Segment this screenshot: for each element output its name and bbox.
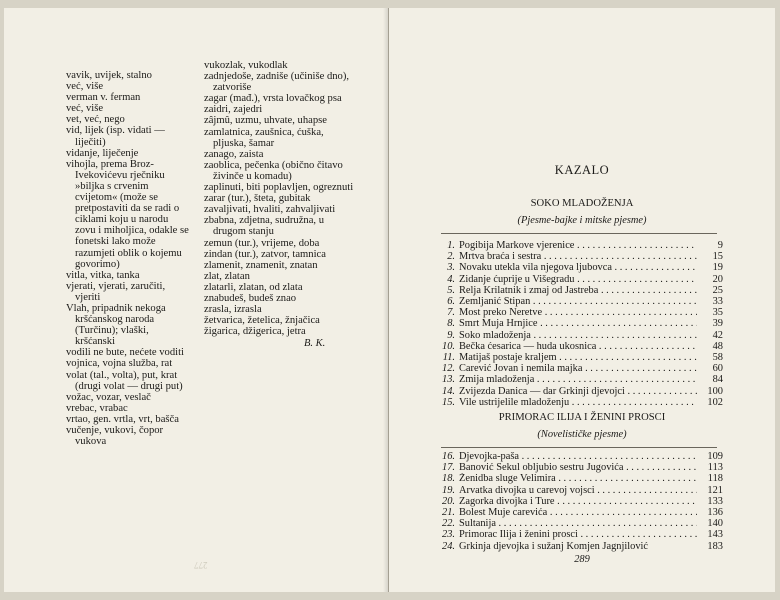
toc-entry-title: Ženidba sluge Velimira . . . bbox=[455, 473, 697, 484]
glossary-entry: vrtao, gen. vrtla, vrt, bašča bbox=[66, 413, 179, 425]
section-1-toc bbox=[441, 240, 723, 408]
glossary-entry: vidanje, liječenje bbox=[66, 147, 139, 159]
toc-entry[interactable] bbox=[441, 330, 723, 341]
glossary-entry: vučenje, vukovi, čopor vukova bbox=[66, 425, 164, 448]
glossary-entry: zrasla, izrasla bbox=[204, 304, 262, 316]
toc-entry-title: Bolest Muje carevića . . . bbox=[455, 507, 697, 518]
toc-entry-number: 10. bbox=[442, 340, 455, 352]
toc-entry[interactable] bbox=[441, 496, 723, 507]
toc-entry-page: 58 bbox=[712, 352, 723, 364]
glossary-entry: zbabna, zdjetna, sudružna, u drugom stanju bbox=[204, 215, 325, 238]
glossary-entry: zanago, zaista bbox=[204, 148, 264, 160]
toc-entry[interactable] bbox=[441, 318, 723, 329]
toc-entry-title: Mrtva braća i sestra . . . bbox=[455, 251, 697, 262]
section-2-title: PRIMORAC ILIJA I ŽENINI PROSCI bbox=[498, 412, 666, 423]
toc-entry-number: 13. bbox=[442, 374, 455, 386]
glossary-entry: zlat, zlatan bbox=[204, 270, 250, 282]
toc-entry-title: Vile ustrijelile mladoženju . . . bbox=[455, 397, 697, 408]
toc-entry-number: 8. bbox=[447, 318, 455, 330]
glossary-entry: vid, lijek (isp. vidati — liječiti) bbox=[66, 125, 165, 148]
glossary-entry: zaoblica, pečenka (obično čitavo živinče u komadu) bbox=[204, 159, 343, 182]
toc-entry-number: 18. bbox=[442, 473, 455, 485]
glossary-entry: verman v. ferman bbox=[66, 92, 141, 104]
glossary-entry: već, više bbox=[66, 81, 104, 93]
section-1-subtitle: (Pjesme-bajke i mitske pjesme) bbox=[517, 215, 647, 226]
glossary-entry: vitla, vitka, tanka bbox=[66, 269, 140, 281]
toc-entry[interactable] bbox=[441, 274, 723, 285]
glossary-entry: volat (tal., volta), put, krat (drugi volat — drugi put) bbox=[66, 369, 183, 392]
toc-entry[interactable] bbox=[441, 296, 723, 307]
toc-entry-page: 60 bbox=[712, 363, 723, 375]
toc-entry-number: 17. bbox=[442, 462, 455, 474]
toc-entry-page: 136 bbox=[707, 507, 723, 519]
right-page bbox=[389, 8, 775, 592]
toc-entry-number: 23. bbox=[442, 529, 455, 541]
glossary-entry: vet, već, nego bbox=[66, 114, 125, 126]
toc-entry-title: Zidanje ćuprije u Višegradu . . . bbox=[455, 274, 697, 285]
toc-entry-number: 4. bbox=[447, 273, 455, 285]
toc-entry-number: 19. bbox=[442, 484, 455, 496]
section-1-rule bbox=[441, 233, 717, 234]
toc-entry-number: 20. bbox=[442, 495, 455, 507]
toc-entry-title: Zmija mladoženja . . . bbox=[455, 374, 697, 385]
toc-entry-page: 39 bbox=[712, 318, 723, 330]
toc-entry[interactable] bbox=[441, 363, 723, 374]
glossary-entry: vavik, uvijek, stalno bbox=[66, 70, 152, 81]
toc-entry[interactable] bbox=[441, 397, 723, 408]
toc-entry-page: 183 bbox=[707, 540, 723, 552]
toc-entry-page: 113 bbox=[707, 462, 723, 474]
toc-entry[interactable] bbox=[441, 462, 723, 473]
toc-entry-title: Soko mladoženja . . . bbox=[455, 330, 697, 341]
toc-entry-page: 15 bbox=[712, 251, 723, 263]
page-number: 289 bbox=[574, 554, 590, 565]
glossary-entry: zlamenit, znamenit, znatan bbox=[204, 259, 318, 271]
toc-entry[interactable] bbox=[441, 262, 723, 273]
toc-entry[interactable] bbox=[441, 251, 723, 262]
toc-entry-page: 48 bbox=[712, 340, 723, 352]
toc-entry-title: Novaku utekla vila njegova ljubovca . . . bbox=[455, 262, 697, 273]
toc-entry-number: 1. bbox=[447, 240, 455, 251]
toc-entry-number: 12. bbox=[442, 363, 455, 375]
toc-entry-title: Zvijezda Danica — dar Grkinji djevojci . . . bbox=[455, 386, 697, 397]
glossary-entry: zamlatnica, zaušnica, ćuška, pljuska, šamar bbox=[204, 126, 324, 149]
toc-entry-page: 133 bbox=[707, 495, 723, 507]
toc-entry-number: 5. bbox=[447, 284, 455, 296]
glossary-entry: zarar (tur.), šteta, gubitak bbox=[204, 193, 311, 205]
toc-entry-page: 118 bbox=[707, 473, 723, 485]
toc-entry-number: 9. bbox=[447, 329, 455, 341]
glossary-entry: zavaljivati, hvaliti, zahvaljivati bbox=[204, 204, 336, 216]
toc-entry-title: Smrt Muja Hrnjice . . . bbox=[455, 318, 697, 329]
toc-entry-number: 15. bbox=[442, 396, 455, 408]
glossary-entry: zindan (tur.), zatvor, tamnica bbox=[204, 248, 326, 260]
section-2-toc bbox=[441, 451, 723, 552]
toc-entry-title: Zagorka divojka i Ture . . . bbox=[455, 496, 697, 507]
toc-entry-page: 25 bbox=[712, 284, 723, 296]
toc-entry-number: 22. bbox=[442, 518, 455, 530]
toc-entry-page: 20 bbox=[712, 273, 723, 285]
glossary-entry: vodili ne bute, nećete voditi bbox=[66, 347, 184, 359]
glossary-column-2 bbox=[204, 60, 354, 337]
toc-entry-title: Relja Krilatnik i zmaj od Jastreba . . . bbox=[455, 285, 697, 296]
glossary-entry: žigarica, džigerica, jetra bbox=[204, 326, 306, 338]
toc-entry-title: Bečka ćesarica — huda ukosnica . . . bbox=[455, 341, 697, 352]
toc-entry-title: Banović Sekul obljubio sestru Jugovića . . . bbox=[455, 462, 697, 473]
toc-entry[interactable] bbox=[441, 485, 723, 496]
toc-entry[interactable] bbox=[441, 240, 723, 251]
toc-entry-number: 21. bbox=[442, 507, 455, 519]
toc-entry-number: 7. bbox=[447, 307, 455, 319]
glossary-column-1 bbox=[66, 70, 190, 447]
glossary-entry: Vlah, pripadnik nekoga kršćanskog naroda (Turčinu); vlaški, kršćanski bbox=[66, 302, 166, 348]
glossary-entry: vrebac, vrabac bbox=[66, 402, 128, 414]
glossary-entry: znabudeš, budeš znao bbox=[204, 292, 297, 304]
toc-entry-page: 100 bbox=[707, 385, 723, 397]
toc-entry[interactable] bbox=[441, 386, 723, 397]
glossary-entry: vukozlak, vukodlak bbox=[204, 60, 288, 71]
toc-entry-number: 2. bbox=[447, 251, 455, 263]
toc-entry-page: 140 bbox=[707, 518, 723, 530]
glossary-entry: zaidri, zajedri bbox=[204, 104, 263, 116]
toc-entry-title: Primorac Ilija i ženini prosci . . . bbox=[455, 529, 697, 540]
contents-heading: KAZALO bbox=[554, 163, 610, 177]
toc-entry-number: 6. bbox=[447, 296, 455, 308]
toc-entry-title: Zemljanić Stipan . . . bbox=[455, 296, 697, 307]
glossary-entry: već, više bbox=[66, 103, 104, 115]
glossary-entry: zaplinuti, biti poplavljen, ogreznuti bbox=[204, 182, 354, 194]
toc-entry[interactable] bbox=[441, 307, 723, 318]
glossary-entry: zadnjedoše, zadniše (učiniše dno), zatvoriše bbox=[204, 71, 350, 94]
toc-entry-page: 143 bbox=[707, 529, 723, 541]
toc-entry-title: Sultanija . . . bbox=[455, 518, 697, 529]
toc-entry[interactable] bbox=[441, 541, 723, 552]
toc-entry-page: 9 bbox=[717, 240, 723, 251]
toc-entry[interactable] bbox=[441, 529, 723, 540]
toc-entry-page: 109 bbox=[707, 451, 723, 462]
section-2-subtitle: (Novelističke pjesme) bbox=[537, 429, 627, 440]
toc-entry[interactable] bbox=[441, 285, 723, 296]
toc-entry[interactable] bbox=[441, 352, 723, 363]
toc-entry-title: Carević Jovan i nemila majka . . . bbox=[455, 363, 697, 374]
toc-entry-page: 84 bbox=[712, 374, 723, 386]
toc-entry-page: 35 bbox=[712, 307, 723, 319]
bleed-through-number: 277 bbox=[194, 560, 208, 570]
toc-entry-page: 102 bbox=[707, 396, 723, 408]
glossary-entry: vožac, vozar, veslač bbox=[66, 391, 151, 403]
glossary-entry: vjerati, vjerati, zaručiti, vjeriti bbox=[66, 280, 166, 303]
section-1-title: SOKO MLADOŽENJA bbox=[530, 198, 634, 209]
glossary-entry: vojnica, vojna služba, rat bbox=[66, 358, 173, 370]
toc-entry-page: 121 bbox=[707, 484, 723, 496]
toc-entry-title: Grkinja djevojka i sužanj Komjen Jagnjilović bbox=[459, 540, 649, 552]
glossary-entry: zâjmû, uzmu, uhvate, uhapse bbox=[204, 115, 327, 127]
toc-entry-number: 3. bbox=[447, 262, 455, 274]
toc-entry-title: Matijaš postaje kraljem . . . bbox=[455, 352, 697, 363]
toc-entry[interactable] bbox=[441, 473, 723, 484]
glossary-entry: zlatarli, zlatan, od zlata bbox=[204, 281, 303, 293]
toc-entry-page: 33 bbox=[712, 296, 723, 308]
toc-entry-title: Arvatka divojka u carevoj vojsci . . . bbox=[455, 485, 697, 496]
toc-entry-title: Djevojka-paša . . . bbox=[455, 451, 697, 462]
toc-entry-title: Pogibija Markove vjerenice . . . bbox=[455, 240, 697, 251]
toc-entry-number: 24. bbox=[442, 540, 455, 552]
toc-entry-number: 16. bbox=[442, 451, 455, 462]
toc-entry[interactable] bbox=[441, 507, 723, 518]
toc-entry-title: Most preko Neretve . . . bbox=[455, 307, 697, 318]
section-2-rule bbox=[441, 447, 717, 448]
toc-entry[interactable] bbox=[441, 518, 723, 529]
toc-entry-page: 42 bbox=[712, 329, 723, 341]
author-signature: B. K. bbox=[304, 338, 326, 349]
toc-entry-number: 11. bbox=[442, 352, 455, 364]
toc-entry-number: 14. bbox=[442, 385, 455, 397]
glossary-entry: vihojla, prema Broz-Ivekovićevu rječniku »biljka s crvenim cvijetom« (može se pretpostaviti da se radi o ciklami koju u narodu zovu i miholjica, odakle se fonetski lako može razumjeti oblik o kojemu govorimo) bbox=[66, 158, 189, 270]
toc-entry[interactable] bbox=[441, 451, 723, 462]
left-page bbox=[4, 8, 389, 592]
glossary-entry: zemun (tur.), vrijeme, doba bbox=[204, 237, 320, 249]
toc-entry-page: 19 bbox=[712, 262, 723, 274]
toc-entry[interactable] bbox=[441, 341, 723, 352]
glossary-entry: žetvarica, žetelica, žnjačica bbox=[204, 315, 320, 327]
toc-entry[interactable] bbox=[441, 374, 723, 385]
glossary-entry: zagar (mađ.), vrsta lovačkog psa bbox=[204, 93, 342, 105]
